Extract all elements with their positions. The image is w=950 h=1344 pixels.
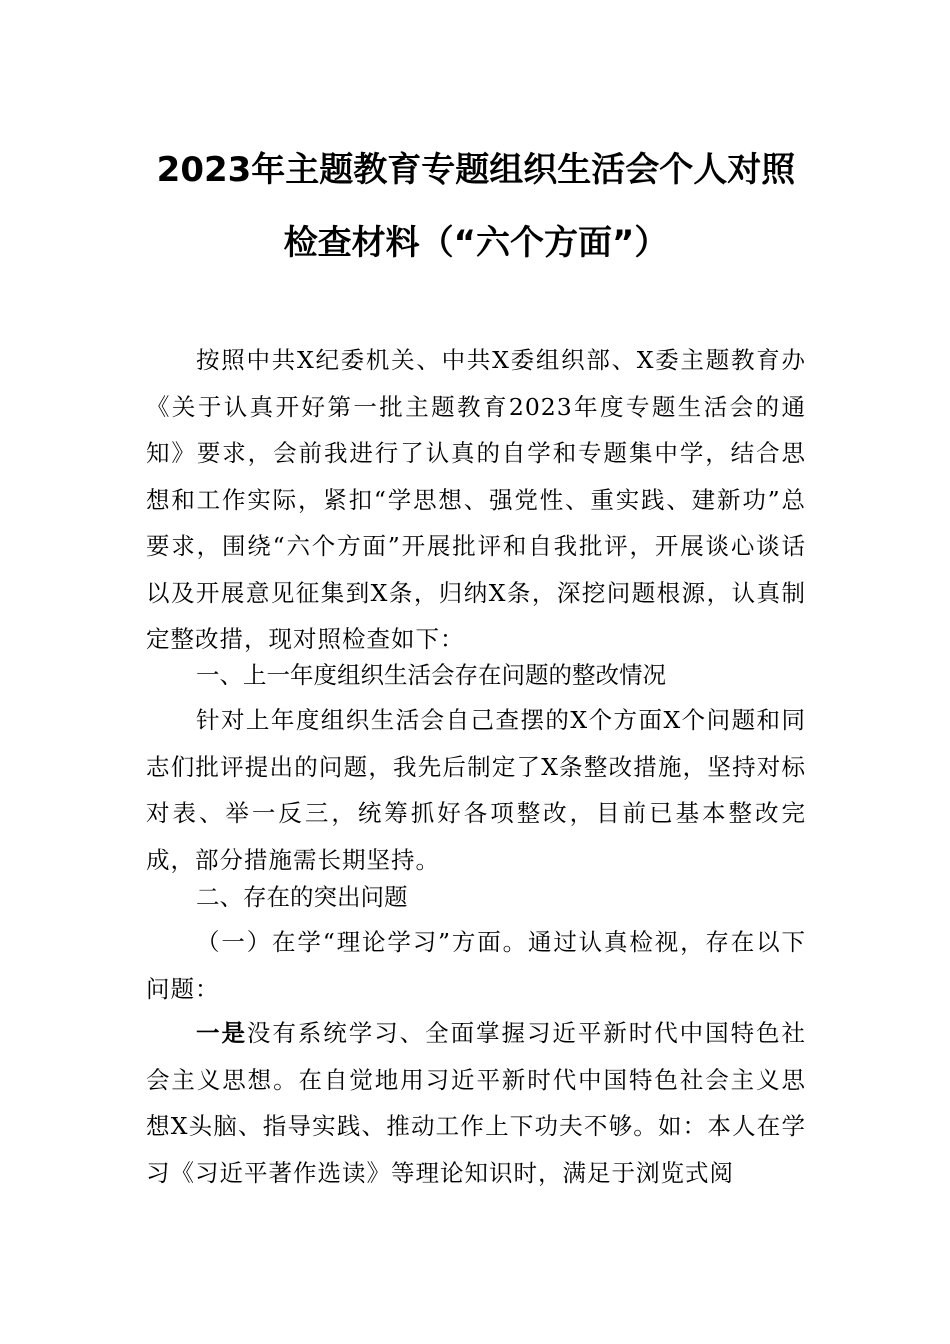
point-1-label: 一是 [196, 1019, 247, 1047]
subsection-1-paragraph: （一）在学“理论学习”方面。通过认真检视，存在以下问题： [146, 928, 806, 1003]
intro-paragraph: 按照中共X纪委机关、中共X委组织部、X委主题教育办《关于认真开好第一批主题教育2023年度专题生活会的通知》要求，会前我进行了认真的自学和专题集中学，结合思想和工作实际，紧扣“学思想、强党性、重实践、建新功”总要求，围绕“六个方面”开展批评和自我批评，开展谈心谈话以及开展意见征集到X条，归纳X条，深挖问题根源，认真制定整改措，现对照检查如下： [146, 346, 806, 653]
section-1-heading: 一、上一年度组织生活会存在问题的整改情况 [196, 661, 666, 689]
document-title-line-2: 检查材料（“六个方面”） [283, 223, 669, 263]
point-1-text: 没有系统学习、全面掌握习近平新时代中国特色社会主义思想。在自觉地用习近平新时代中国特色社会主义思想X头脑、指导实践、推动工作上下功夫不够。如：本人在学习《习近平著作选读》等理论知识时，满足于浏览式阅 [146, 1019, 807, 1187]
section-2-heading: 二、存在的突出问题 [196, 883, 408, 911]
document-title-line-1: 2023年主题教育专题组织生活会个人对照 [156, 150, 796, 190]
point-1-paragraph [146, 1010, 806, 1196]
section-1-paragraph: 针对上年度组织生活会自己查摆的X个方面X个问题和同志们批评提出的问题，我先后制定了X条整改措施，坚持对标对表、举一反三，统筹抓好各项整改，目前已基本整改完成，部分措施需长期坚持。 [146, 706, 806, 874]
